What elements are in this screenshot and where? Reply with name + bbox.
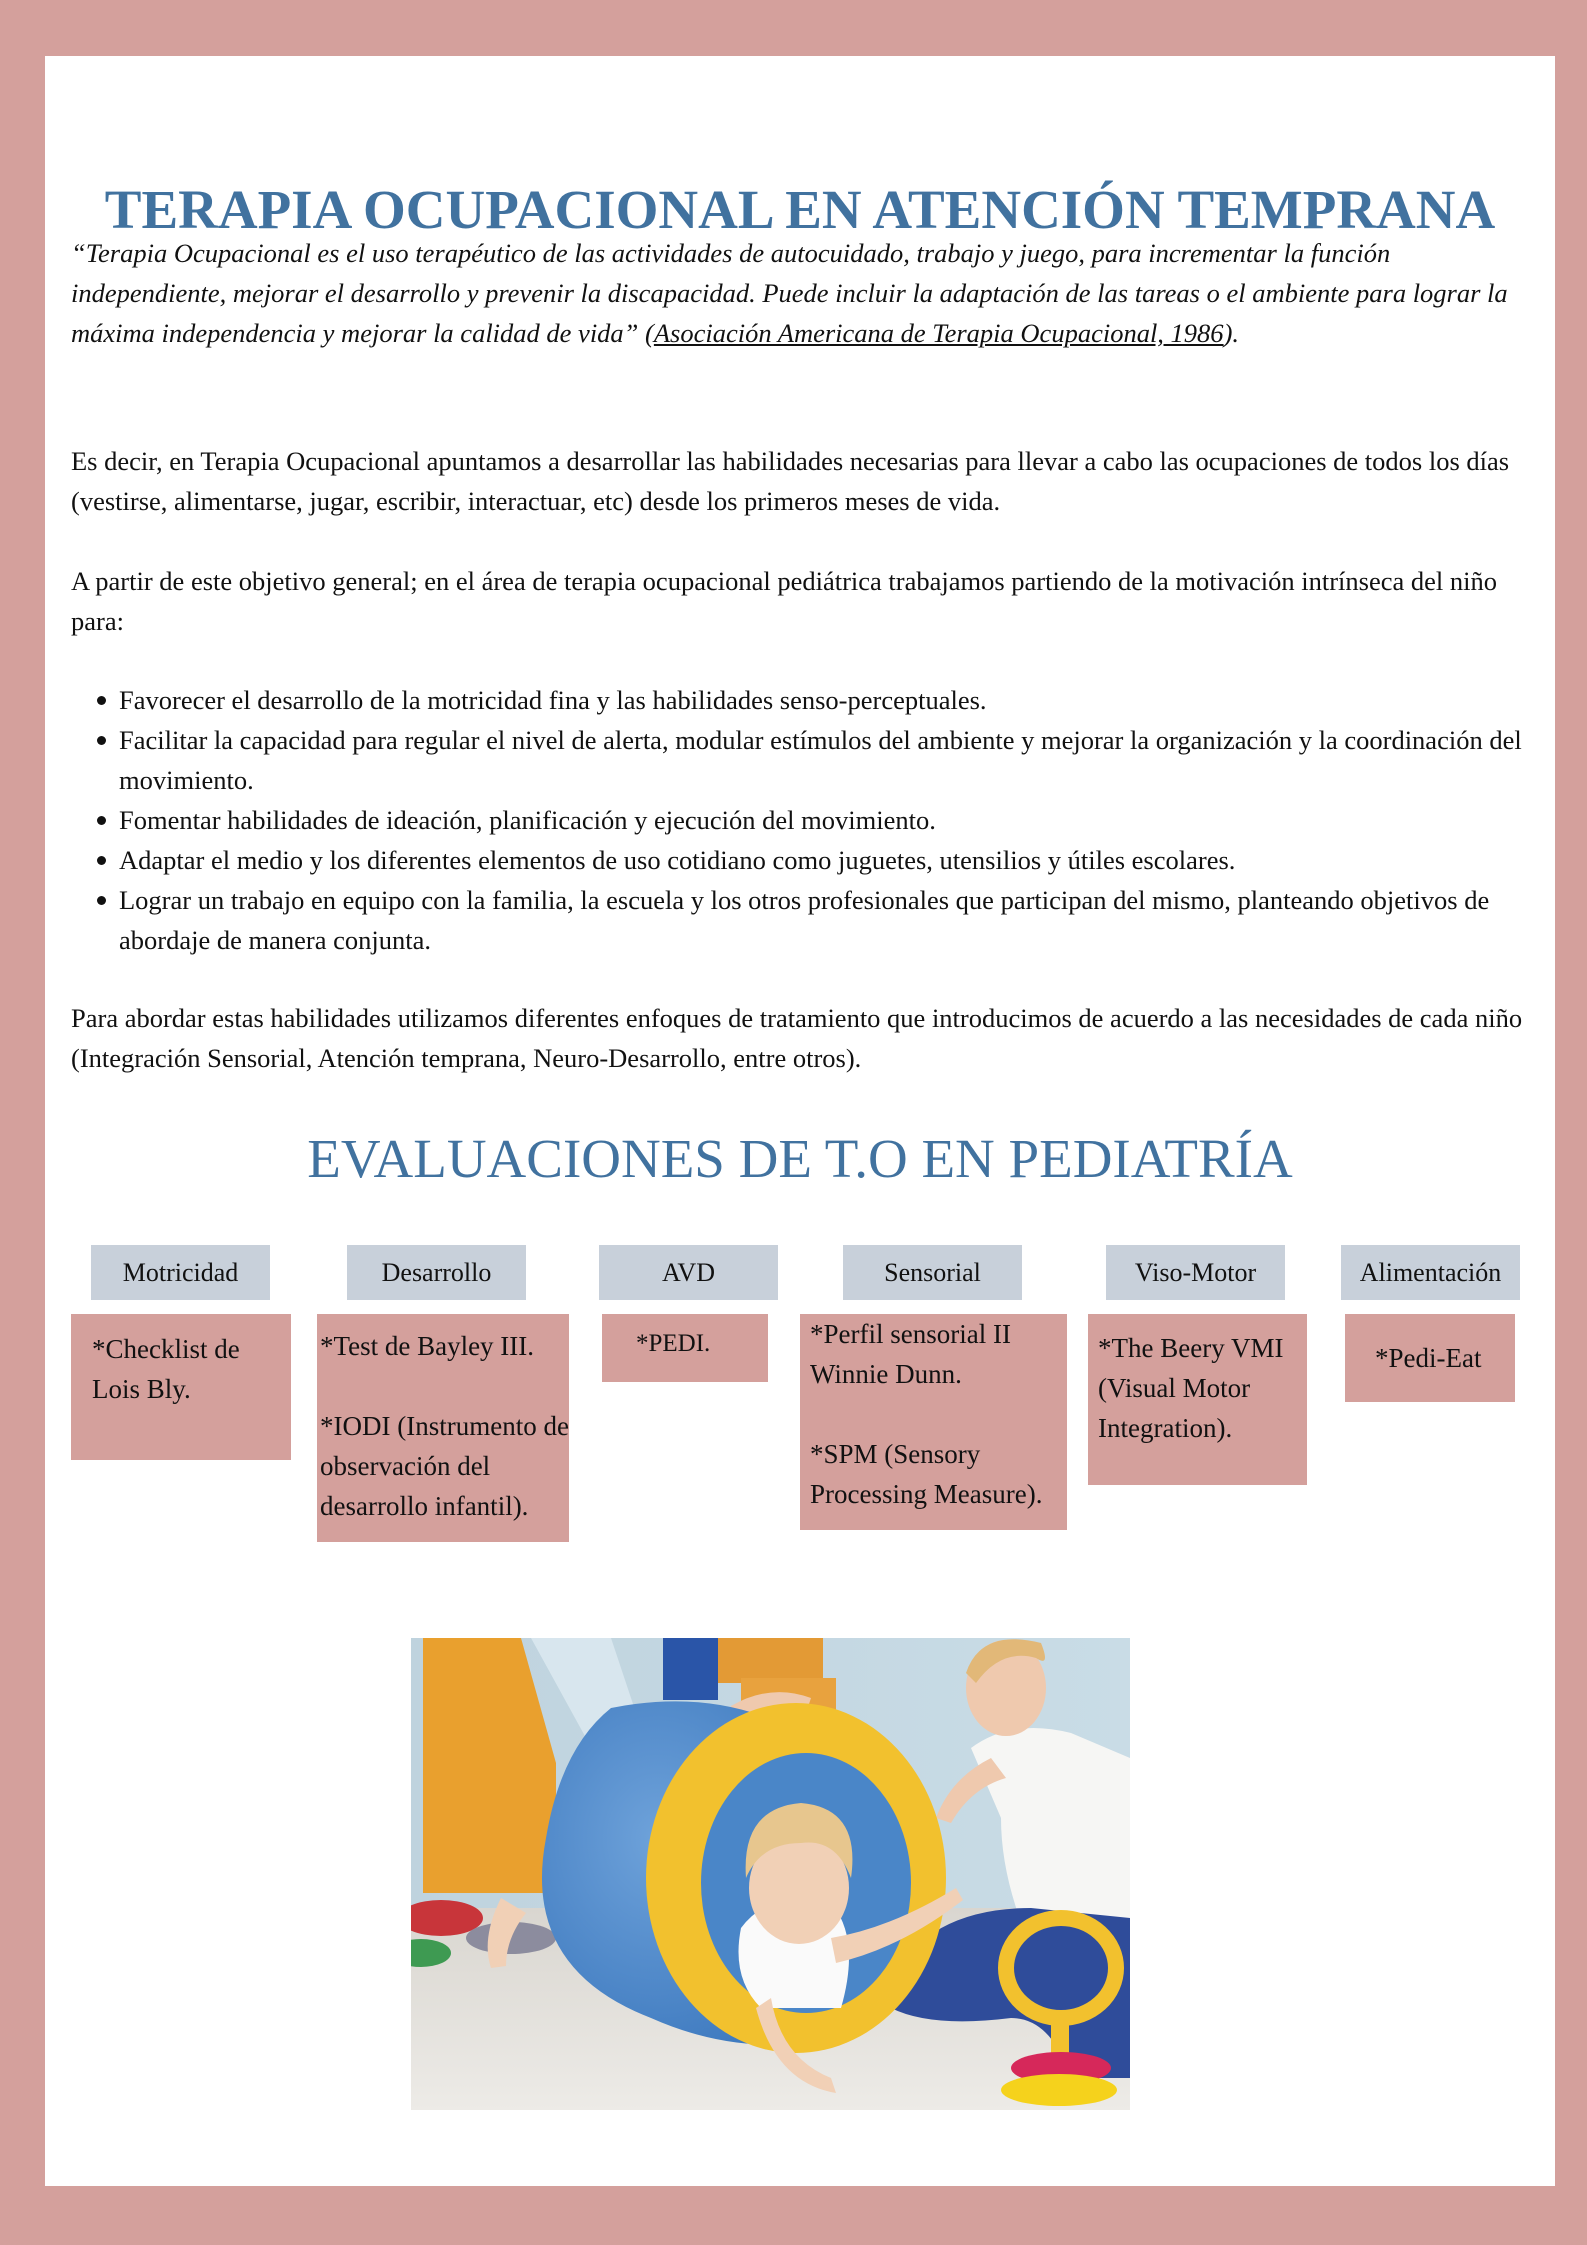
evaluation-item: *SPM (Sensory Processing Measure). <box>810 1439 1043 1509</box>
bullet-icon <box>97 856 106 865</box>
evaluation-box-alimentacion <box>1345 1314 1515 1402</box>
page-title: TERAPIA OCUPACIONAL EN ATENCIÓN TEMPRANA <box>104 179 1496 240</box>
bullet-icon <box>97 896 106 905</box>
list-item <box>119 800 1539 840</box>
list-item <box>119 720 1539 800</box>
list-item-text: Facilitar la capacidad para regular el nivel de alerta, modular estímulos del ambiente y mejorar la organización y la coordinación del movimiento. <box>119 725 1522 795</box>
evaluation-box-sensorial <box>800 1314 1067 1530</box>
category-avd: AVD <box>599 1245 778 1300</box>
evaluation-box-motricidad <box>71 1314 291 1460</box>
therapy-photo <box>411 1638 1130 2110</box>
category-motricidad: Motricidad <box>91 1245 270 1300</box>
foam-block-orange-2 <box>718 1638 823 1683</box>
paragraph-enfoques: Para abordar estas habilidades utilizamos diferentes enfoques de tratamiento que introducimos de acuerdo a las necesidades de cada niño (Integración Sensorial, Atención temprana, Neuro-Desarrollo, entre otros). <box>71 1003 1523 1073</box>
evaluation-box-avd <box>602 1314 768 1382</box>
spacer <box>810 1394 1067 1434</box>
bullet-icon <box>97 736 106 745</box>
quote-citation-link[interactable]: Asociación Americana de Terapia Ocupacional, 1986 <box>653 318 1224 348</box>
evaluation-item: *The Beery VMI (Visual Motor Integration). <box>1098 1333 1284 1443</box>
evaluation-item: *Pedi-Eat <box>1375 1343 1482 1373</box>
bullet-icon <box>97 816 106 825</box>
category-desarrollo: Desarrollo <box>347 1245 526 1300</box>
evaluation-box-viso-motor <box>1088 1314 1307 1485</box>
foam-block-blue <box>663 1638 718 1700</box>
list-item <box>119 840 1539 880</box>
evaluation-box-desarrollo <box>317 1314 569 1542</box>
category-viso-motor: Viso-Motor <box>1106 1245 1285 1300</box>
list-item-text: Favorecer el desarrollo de la motricidad fina y las habilidades senso-perceptuales. <box>119 685 987 715</box>
evaluation-item: *IODI (Instrumento de observación del desarrollo infantil). <box>320 1411 569 1521</box>
spacer <box>320 1366 569 1406</box>
evaluation-item: *Checklist de Lois Bly. <box>92 1334 240 1404</box>
list-item <box>119 680 1539 720</box>
category-sensorial: Sensorial <box>843 1245 1022 1300</box>
evaluations-title: EVALUACIONES DE T.O EN PEDIATRÍA <box>307 1128 1293 1189</box>
list-item-text: Lograr un trabajo en equipo con la familia, la escuela y los otros profesionales que participan del mismo, planteando objetivos de abordaje de manera conjunta. <box>119 885 1490 955</box>
list-item-text: Fomentar habilidades de ideación, planificación y ejecución del movimiento. <box>119 805 936 835</box>
list-item-text: Adaptar el medio y los diferentes elementos de uso cotidiano como juguetes, utensilios y útiles escolares. <box>119 845 1236 875</box>
list-item <box>119 880 1539 960</box>
ring-toy-yellow <box>1001 2074 1117 2106</box>
objectives-list <box>119 680 1539 960</box>
paragraph-es-decir: Es decir, en Terapia Ocupacional apuntamos a desarrollar las habilidades necesarias para llevar a cabo las ocupaciones de todos los días (vestirse, alimentarse, jugar, escribir, interactuar, etc) desde los primeros meses de vida. <box>71 446 1510 516</box>
definition-quote <box>71 233 1541 353</box>
evaluation-item: *PEDI. <box>636 1330 711 1357</box>
evaluation-item: *Test de Bayley III. <box>320 1331 535 1361</box>
quote-closing: ). <box>1223 318 1240 348</box>
evaluation-item: *Perfil sensorial II Winnie Dunn. <box>810 1319 1011 1389</box>
category-alimentacion: Alimentación <box>1341 1245 1520 1300</box>
bullet-icon <box>97 696 106 705</box>
quote-text: “Terapia Ocupacional es el uso terapéutico de las actividades de autocuidado, trabajo y juego, para incrementar la función independiente, mejorar el desarrollo y prevenir la discapacidad. Puede incluir la adaptación de las tareas o el ambiente para lograr la máxima independencia y mejorar la calidad de vida” ( <box>71 238 1508 348</box>
paragraph-objetivo: A partir de este objetivo general; en el área de terapia ocupacional pediátrica trabajamos partiendo de la motivación intrínseca del niño para: <box>71 566 1497 636</box>
therapy-illustration <box>411 1638 1130 2110</box>
page <box>45 56 1555 2186</box>
